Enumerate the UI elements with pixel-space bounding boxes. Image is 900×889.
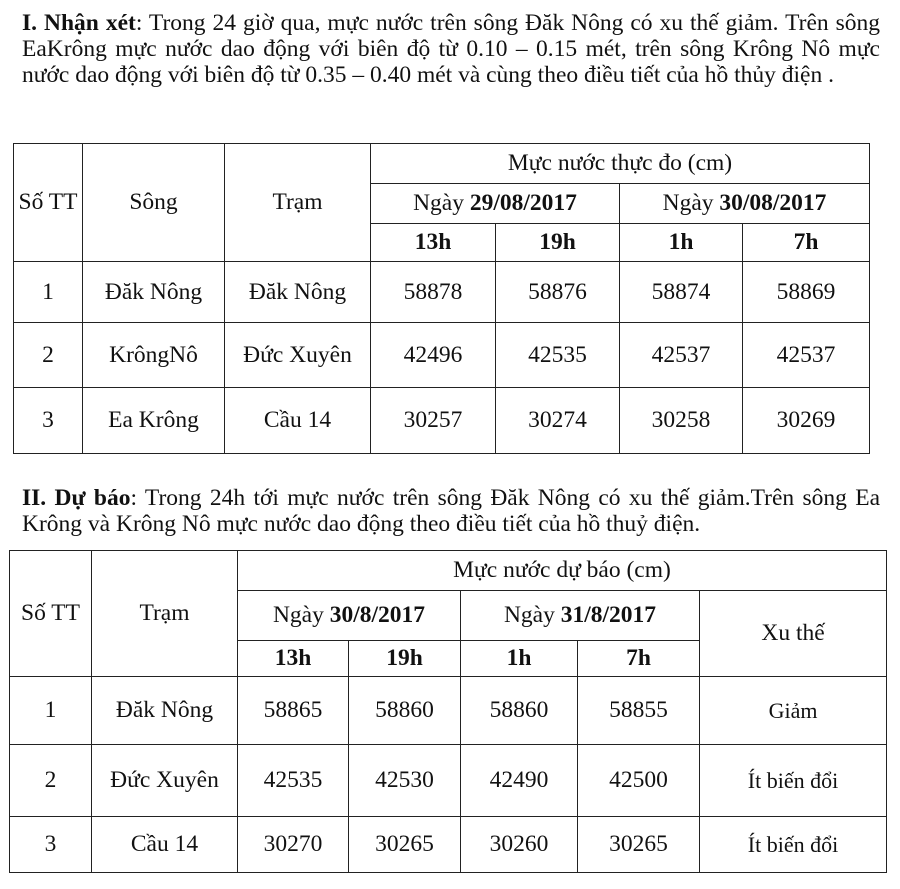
cell-stt: 1 xyxy=(10,677,92,745)
forecast-heading: II. Dự báo xyxy=(22,485,131,511)
cell-trend: Ít biến đổi xyxy=(700,745,887,817)
table-row xyxy=(14,262,870,323)
cell-trend: Giảm xyxy=(700,677,887,745)
cell-value: 30269 xyxy=(743,388,870,454)
forecast-paragraph xyxy=(22,485,880,537)
cell-tram: Đăk Nông xyxy=(225,262,371,323)
cell-value: 30258 xyxy=(620,388,743,454)
observation-text: : Trong 24 giờ qua, mực nước trên sông Đăk Nông có xu thế giảm. Trên sông EaKrông mực nước dao động với biên độ từ 0.10 – 0.15 mét, trên sông Krông Nô mực nước dao động với biên độ từ 0.35 – 0.40 mét và cùng theo điều tiết của hồ thủy điện . xyxy=(22,10,880,88)
header-tram: Trạm xyxy=(92,551,238,677)
header-hour: 1h xyxy=(620,224,743,262)
cell-value: 42490 xyxy=(461,745,578,817)
forecast-text: : Trong 24h tới mực nước trên sông Đăk Nông có xu thế giảm.Trên sông Ea Krông và Krông Nô mực nước dao động theo điều tiết của hồ thuỷ điện. xyxy=(22,485,880,537)
cell-value: 42535 xyxy=(238,745,349,817)
header-hour: 7h xyxy=(578,641,700,677)
header-hour: 7h xyxy=(743,224,870,262)
cell-tram: Đăk Nông xyxy=(92,677,238,745)
header-trend: Xu thế xyxy=(700,591,887,677)
observation-paragraph xyxy=(22,10,880,88)
measured-water-level-table xyxy=(13,143,870,454)
header-day-1: Ngày 29/08/2017 xyxy=(371,184,620,224)
cell-value: 42500 xyxy=(578,745,700,817)
cell-value: 30274 xyxy=(496,388,620,454)
cell-value: 58860 xyxy=(349,677,461,745)
cell-stt: 3 xyxy=(14,388,83,454)
header-tram: Trạm xyxy=(225,144,371,262)
cell-tram: Cầu 14 xyxy=(92,817,238,873)
cell-stt: 2 xyxy=(14,323,83,388)
header-forecast-group: Mực nước dự báo (cm) xyxy=(238,551,887,591)
cell-tram: Cầu 14 xyxy=(225,388,371,454)
cell-value: 58855 xyxy=(578,677,700,745)
header-hour: 19h xyxy=(349,641,461,677)
observation-heading: I. Nhận xét xyxy=(22,10,136,36)
cell-song: Đăk Nông xyxy=(83,262,225,323)
cell-value: 58865 xyxy=(238,677,349,745)
cell-value: 30265 xyxy=(578,817,700,873)
cell-value: 58860 xyxy=(461,677,578,745)
cell-value: 30265 xyxy=(349,817,461,873)
cell-tram: Đức Xuyên xyxy=(92,745,238,817)
cell-trend: Ít biến đổi xyxy=(700,817,887,873)
forecast-water-level-table xyxy=(9,550,887,873)
cell-song: KrôngNô xyxy=(83,323,225,388)
header-stt: Số TT xyxy=(14,144,83,262)
cell-stt: 3 xyxy=(10,817,92,873)
header-day-2: Ngày 30/08/2017 xyxy=(620,184,870,224)
cell-stt: 2 xyxy=(10,745,92,817)
table-row xyxy=(10,817,887,873)
cell-value: 58876 xyxy=(496,262,620,323)
cell-value: 42530 xyxy=(349,745,461,817)
cell-value: 30270 xyxy=(238,817,349,873)
cell-stt: 1 xyxy=(14,262,83,323)
cell-value: 58869 xyxy=(743,262,870,323)
cell-value: 58874 xyxy=(620,262,743,323)
cell-song: Ea Krông xyxy=(83,388,225,454)
header-hour: 13h xyxy=(238,641,349,677)
header-song: Sông xyxy=(83,144,225,262)
header-hour: 13h xyxy=(371,224,496,262)
cell-value: 42496 xyxy=(371,323,496,388)
cell-value: 30260 xyxy=(461,817,578,873)
cell-tram: Đức Xuyên xyxy=(225,323,371,388)
header-hour: 1h xyxy=(461,641,578,677)
table-row xyxy=(14,388,870,454)
table-row xyxy=(10,745,887,817)
header-hour: 19h xyxy=(496,224,620,262)
table-row xyxy=(14,323,870,388)
table-row xyxy=(10,677,887,745)
cell-value: 42537 xyxy=(743,323,870,388)
header-stt: Số TT xyxy=(10,551,92,677)
cell-value: 30257 xyxy=(371,388,496,454)
cell-value: 58878 xyxy=(371,262,496,323)
cell-value: 42537 xyxy=(620,323,743,388)
header-measured-group: Mực nước thực đo (cm) xyxy=(371,144,870,184)
cell-value: 42535 xyxy=(496,323,620,388)
header-day-1: Ngày 30/8/2017 xyxy=(238,591,461,641)
header-day-2: Ngày 31/8/2017 xyxy=(461,591,700,641)
